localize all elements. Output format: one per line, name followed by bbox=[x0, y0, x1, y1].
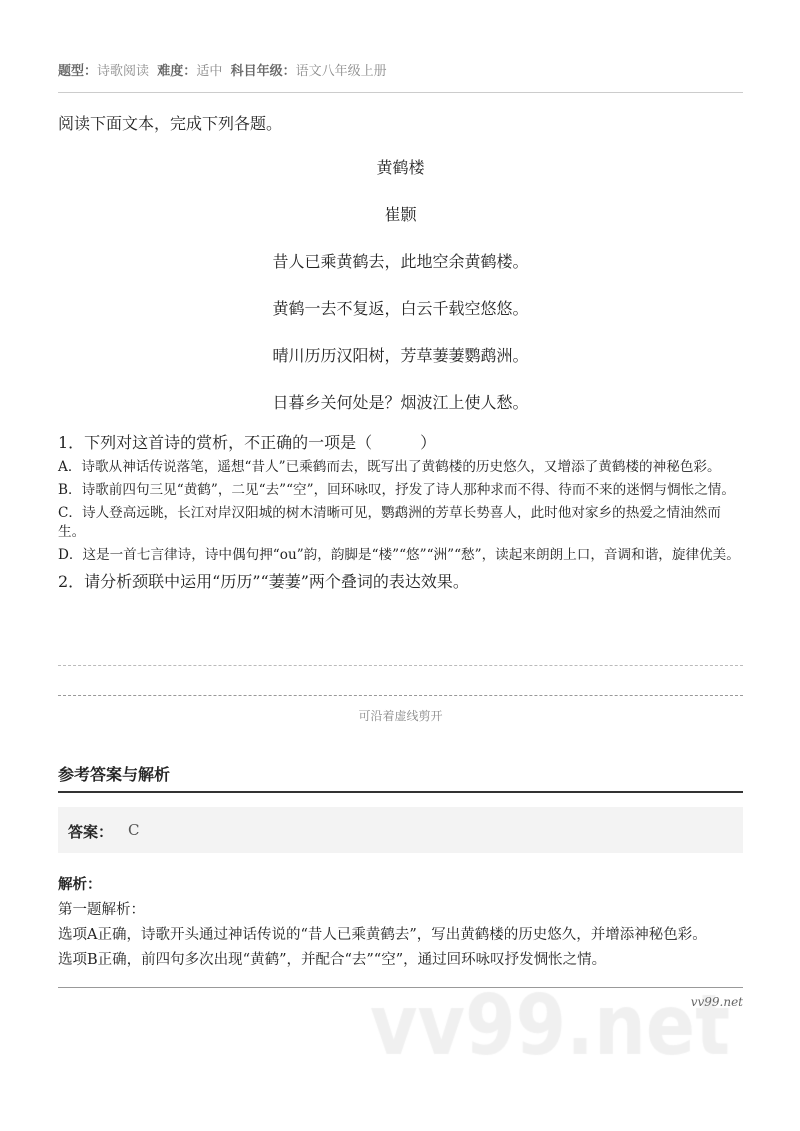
cut-line bbox=[58, 695, 743, 696]
poem-author: 崔颢 bbox=[384, 205, 417, 224]
worksheet bbox=[58, 0, 743, 1010]
question-2: 2．请分析颈联中运用“历历”“萋萋”两个叠词的表达效果。 bbox=[58, 572, 469, 591]
subject-label: 科目年级： bbox=[230, 64, 296, 79]
poem-line: 黄鹤一去不复返，白云千载空悠悠。 bbox=[272, 299, 529, 318]
footer-divider bbox=[58, 987, 743, 988]
answer-line bbox=[58, 665, 743, 666]
analysis-line: 第一题解析： bbox=[58, 902, 145, 918]
poem-line: 日暮乡关何处是？烟波江上使人愁。 bbox=[272, 393, 529, 412]
answer-label: 答案： bbox=[68, 823, 114, 841]
analysis-line: 选项A正确，诗歌开头通过神话传说的“昔人已乘黄鹤去”，写出黄鹤楼的历史悠久，并增添神秘色彩。 bbox=[58, 927, 707, 943]
poem-line: 晴川历历汉阳树，芳草萋萋鹦鹉洲。 bbox=[272, 346, 529, 365]
answer-box bbox=[58, 807, 743, 853]
option-c: C．诗人登高远眺，长江对岸汉阳城的树木清晰可见，鹦鹉洲的芳草长势喜人，此时他对家乡的热爱之情油然而生。 bbox=[58, 505, 721, 540]
footer-site: vv99.net bbox=[690, 995, 743, 1009]
type-label: 题型： bbox=[58, 64, 98, 79]
difficulty-label: 难度： bbox=[157, 64, 197, 79]
answer-value: C bbox=[128, 821, 140, 839]
poem-title: 黄鹤楼 bbox=[376, 158, 425, 177]
question-meta bbox=[58, 62, 743, 82]
type-value: 诗歌阅读 bbox=[97, 64, 150, 79]
divider bbox=[58, 92, 743, 93]
instructions: 阅读下面文本，完成下列各题。 bbox=[58, 114, 283, 133]
cut-hint: 可沿着虚线剪开 bbox=[358, 709, 443, 723]
option-d: D．这是一首七言律诗，诗中偶句押“ou”韵，韵脚是“楼”“悠”“洲”“愁”，读起来朗朗上口，音调和谐，旋律优美。 bbox=[58, 547, 740, 563]
option-b: B．诗歌前四句三见“黄鹤”，二见“去”“空”，回环咏叹，抒发了诗人那种求而不得、待而不来的迷惘与惆怅之情。 bbox=[58, 482, 735, 498]
question-1: 1．下列对这首诗的赏析，不正确的一项是（ ） bbox=[58, 433, 437, 452]
option-a: A．诗歌从神话传说落笔，遥想“昔人”已乘鹤而去，既写出了黄鹤楼的历史悠久，又增添了黄鹤楼的神秘色彩。 bbox=[58, 459, 721, 475]
analysis-line: 选项B正确，前四句多次出现“黄鹤”，并配合“去”“空”，通过回环咏叹抒发惆怅之情。 bbox=[58, 952, 607, 968]
analysis-label: 解析： bbox=[58, 877, 102, 893]
difficulty-value: 适中 bbox=[196, 64, 223, 79]
answer-section-title: 参考答案与解析 bbox=[58, 765, 171, 784]
subject-value: 语文八年级上册 bbox=[295, 64, 387, 79]
divider bbox=[58, 791, 743, 793]
poem-line: 昔人已乘黄鹤去，此地空余黄鹤楼。 bbox=[272, 252, 529, 271]
